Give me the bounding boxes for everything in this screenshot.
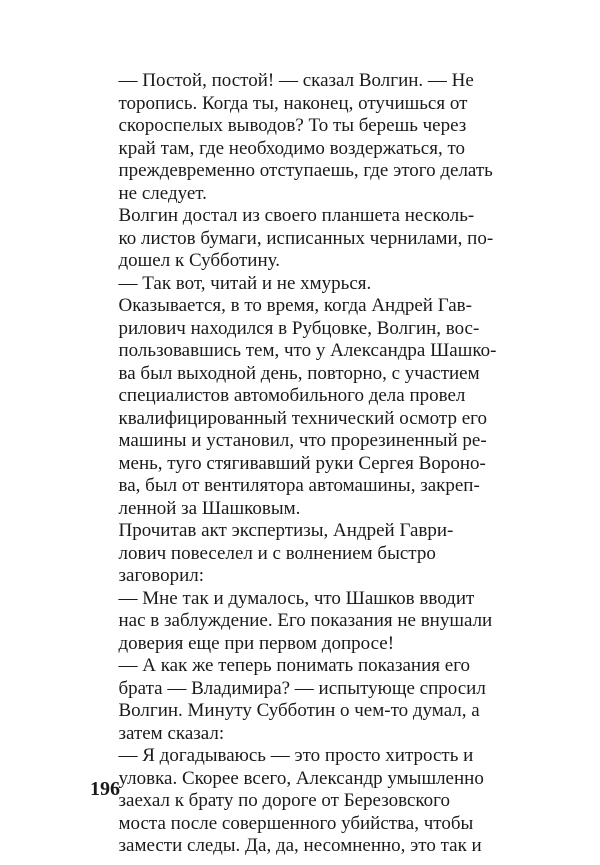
- text-line: дошел к Субботину.: [118, 250, 280, 271]
- text-line: — Так вот, читай и не хмурься.: [118, 272, 372, 294]
- paragraph: [90, 745, 518, 858]
- text-line: уловка. Скорее всего, Александр умышленно: [118, 767, 484, 789]
- text-line: нас в заблуждение. Его показания не внушали: [118, 610, 493, 631]
- text-line: мень, туго стягивавший руки Сергея Вороно-: [118, 452, 486, 474]
- text-line: лович повеселел и с волнением быстро: [118, 542, 436, 564]
- text-line: не следует.: [118, 182, 207, 204]
- text-line: — Мне так и думалось, что Шашков вводит: [118, 587, 475, 609]
- text-line: рилович находился в Рубцовке, Волгин, вос-: [118, 317, 480, 339]
- text-line: Волгин достал из своего планшета несколь-: [118, 205, 475, 226]
- text-line: — А как же теперь понимать показания его: [118, 655, 471, 676]
- text-line: скороспелых выводов? То ты берешь через: [118, 115, 467, 136]
- text-line: Прочитав акт экспертизы, Андрей Гаври-: [118, 520, 454, 541]
- text-line: пользовавшись тем, что у Александра Шашко-: [118, 340, 497, 361]
- text-line: торопись. Когда ты, наконец, отучишься от: [118, 92, 468, 114]
- paragraph: [90, 520, 518, 588]
- text-line: ва был выходной день, повторно, с участием: [118, 362, 480, 384]
- body-text: [90, 70, 518, 858]
- text-line: — Постой, постой! — сказал Волгин. — Не: [118, 70, 474, 91]
- text-line: замести следы. Да, да, несомненно, это так и: [118, 835, 482, 856]
- text-line: край там, где необходимо воздержаться, то: [118, 137, 466, 159]
- paragraph: [90, 273, 518, 296]
- paragraph: [90, 70, 518, 205]
- text-line: затем сказал:: [118, 722, 225, 744]
- text-line: ва, был от вентилятора автомашины, закреп-: [118, 475, 480, 496]
- text-line: брата — Владимира? — испытующе спросил: [118, 677, 486, 699]
- text-line: ленной за Шашковым.: [118, 497, 301, 519]
- paragraph: [90, 205, 518, 273]
- text-line: заговорил:: [118, 565, 205, 586]
- paragraph: [90, 295, 518, 520]
- text-line: преждевременно отступаешь, где этого делать: [118, 160, 493, 181]
- text-line: моста после совершенного убийства, чтобы: [118, 812, 474, 834]
- text-line: Волгин. Минуту Субботин о чем-то думал, а: [118, 700, 480, 721]
- text-line: Оказывается, в то время, когда Андрей Гав-: [118, 295, 472, 316]
- text-line: специалистов автомобильного дела провел: [118, 385, 466, 406]
- text-line: ко листов бумаги, исписанных чернилами, по-: [118, 227, 494, 249]
- text-line: доверия еще при первом допросе!: [118, 632, 395, 654]
- paragraph: [90, 655, 518, 745]
- text-line: — Я догадываюсь — это просто хитрость и: [118, 745, 474, 766]
- paragraph: [90, 588, 518, 656]
- text-line: машины и установил, что прорезиненный ре-: [118, 430, 487, 451]
- page-number: 196: [90, 778, 120, 800]
- text-line: заехал к брату по дороге от Березовского: [118, 790, 450, 811]
- text-line: квалифицированный технический осмотр его: [118, 407, 487, 429]
